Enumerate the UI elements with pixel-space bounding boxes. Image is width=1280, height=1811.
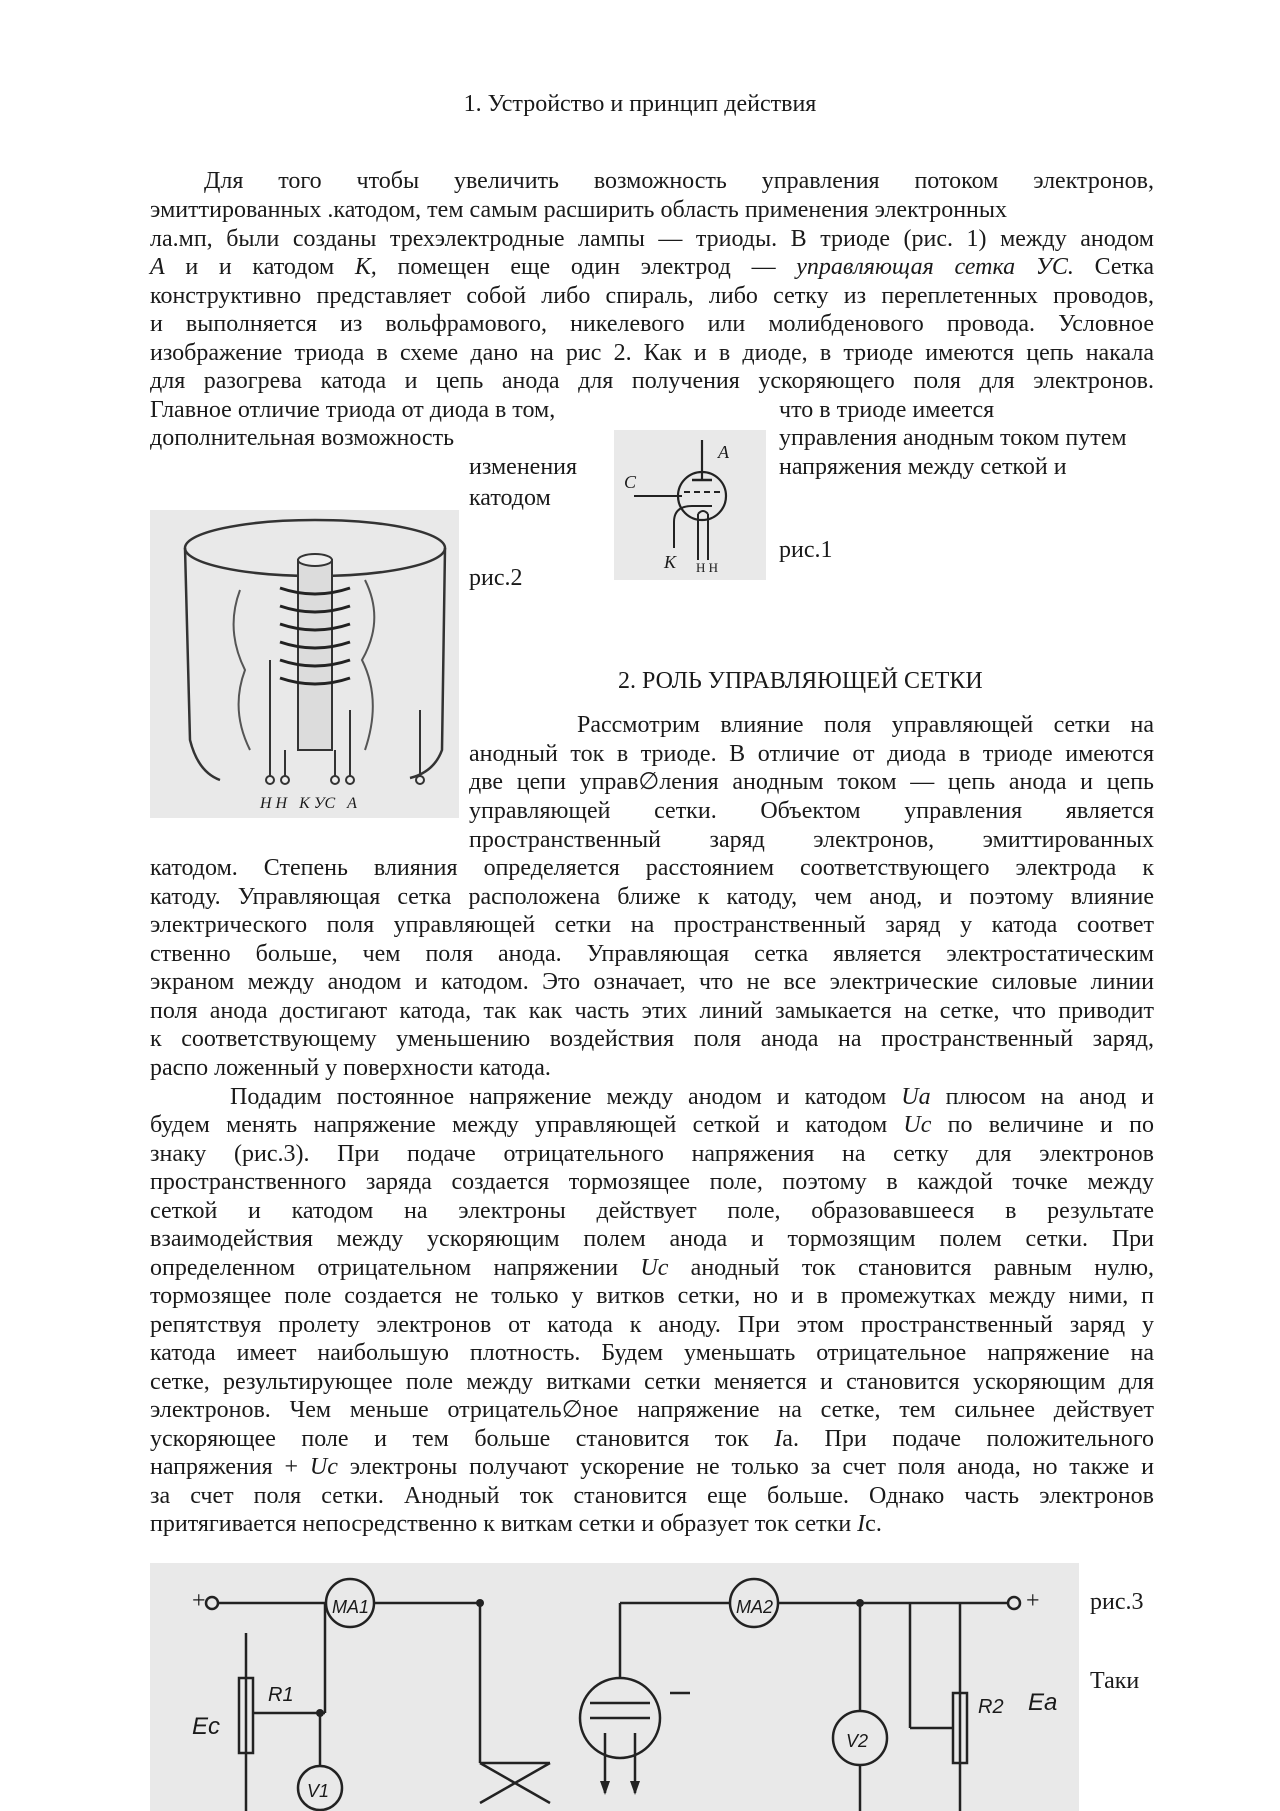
fig1-label-anode: А <box>718 442 729 462</box>
fig1-label-heater: Н Н <box>696 560 719 575</box>
fig2-terminal-labels: Н Н К УС А <box>260 795 357 812</box>
s2p2-line-9: репятствуя пролету электронов от катода к аноду. При этом пространственный заряд у <box>150 1312 1154 1338</box>
s2p2-line-10: катода имеет наибольшую плотность. Будем уменьшать отрицательное напряжение на <box>150 1340 1154 1366</box>
s2p2-text: a. При подаче положительного <box>782 1426 1154 1452</box>
s2-line-8: электрического поля управляющей сетки на пространственный заряд у катода соответ <box>150 912 1154 938</box>
figure-2-caption: рис.2 <box>469 565 523 591</box>
s1-line-5: конструктивно представляет собой либо спираль, либо сетку из переплетенных проводов, <box>150 283 1154 309</box>
fig3-label-ec: Ec <box>192 1713 221 1740</box>
figure-1-triode-symbol <box>614 430 766 580</box>
s2-line-4: управляющей сетки. Объектом управления является <box>469 798 1154 824</box>
s1-text: помещен еще один электрод — <box>376 254 797 280</box>
s2-line-9: ственно больше, чем поля анода. Управляющая сетка является электростатическим <box>150 941 1154 967</box>
s1-text: Сетка <box>1073 254 1154 280</box>
s2p2-line-3: знаку (рис.3). При подаче отрицательного напряжения на сетку для электронов <box>150 1141 1154 1167</box>
ia-symbol: I <box>774 1426 783 1452</box>
fig3-label-r1: R1 <box>268 1684 294 1706</box>
s2-line-2: анодный ток в триоде. В отличие от диода в триоде имеются <box>469 741 1154 767</box>
s2p2-line-6: взаимодействия между ускоряющим полем анода и тормозящим полем сетки. При <box>150 1226 1154 1252</box>
fig3-label-r2: R2 <box>978 1696 1004 1718</box>
s2p2-text: c. <box>865 1511 882 1537</box>
s2-line-13: распо ложенный у поверхности катода. <box>150 1055 551 1081</box>
s1-line-3: ла.мп, были созданы трехэлектродные лампы — триоды. В триоде (рис. 1) между анодом <box>150 226 1154 252</box>
fig3-label-plus-right: + <box>1026 1588 1040 1614</box>
section1-title: 1. Устройство и принцип действия <box>463 91 817 117</box>
s2p2-text: Подадим постоянное напряжение между анодом и катодом <box>230 1084 902 1110</box>
s1-line-10a: дополнительная возможность <box>150 425 455 451</box>
s1-line-6: и выполняется из вольфрамового, никелевого или молибденового провода. Условное <box>150 311 1154 337</box>
s2p2-text: будем менять напряжение между управляющей сеткой и катодом <box>150 1112 904 1138</box>
s2-line-12: к соответствующему уменьшению воздействия поля анода на пространственный заряд, <box>150 1026 1154 1052</box>
next-page-word: Таки <box>1090 1668 1140 1694</box>
s2-line-1: Рассмотрим влияние поля управляющей сетки на <box>577 712 1154 738</box>
uc-symbol: Uc <box>903 1112 932 1138</box>
s1-grid-term: управляющая сетка УС. <box>796 254 1074 280</box>
s2p2-line-8: тормозящее поле создается не только у витков сетки, но и в промежутках между ними, п <box>150 1283 1154 1309</box>
s2p2-line-4: пространственного заряда создается тормозящее поле, поэтому в каждой точке между <box>150 1169 1154 1195</box>
s2p2-line-12: электронов. Чем меньше отрицатель∅ное напряжение на сетке, тем сильнее действует <box>150 1397 1154 1423</box>
figure-3-caption: рис.3 <box>1090 1589 1144 1615</box>
s2p2-line-2 <box>150 1111 1154 1140</box>
uc-symbol: Uc <box>640 1255 669 1281</box>
s1-line-4 <box>150 253 1154 282</box>
s1-line-9a: Главное отличие триода от диода в том, <box>150 397 556 423</box>
fig3-label-v2: V2 <box>846 1731 869 1751</box>
s2p2-text: притягивается непосредственно к виткам сетки и образует ток сетки <box>150 1511 858 1537</box>
s2p2-text: электроны получают ускорение не только за счет поля анода, но также и <box>337 1454 1154 1480</box>
s2p2-text: напряжения + <box>150 1454 310 1480</box>
s1-line-11a: изменения <box>469 454 578 480</box>
figure-2-triode-construction <box>150 510 459 818</box>
ua-symbol: Ua <box>901 1084 931 1110</box>
s2p2-text: анодный ток становится равным нулю, <box>668 1255 1155 1281</box>
s1-anode-letter: А <box>150 254 165 280</box>
s2p2-line-11: сетке, результирующее поле между витками сетки меняется и становится ускоряющим для <box>150 1369 1154 1395</box>
fig3-label-ma2: MA2 <box>736 1597 774 1617</box>
s2p2-text: ускоряющее поле и тем больше становится ток <box>150 1426 775 1452</box>
s2p2-line-1 <box>150 1083 1154 1112</box>
s2p2-line-15: за счет поля сетки. Анодный ток становится еще больше. Однако часть электронов <box>150 1483 1154 1509</box>
s2p2-text: плюсом на анод и <box>930 1084 1154 1110</box>
uc-symbol: Uc <box>309 1454 338 1480</box>
s1-line-10b: управления анодным током путем <box>779 425 1127 451</box>
s2p2-line-14 <box>150 1453 1154 1482</box>
s2-line-3: две цепи управ∅ления анодным током — цепь анода и цепь <box>469 769 1154 795</box>
fig3-label-plus-left: + <box>192 1588 206 1614</box>
s2p2-text: определенном отрицательном напряжении <box>150 1255 641 1281</box>
s1-cathode-letter: К, <box>354 254 377 280</box>
s1-line-11b: напряжения между сеткой и <box>779 454 1067 480</box>
figure-1-caption: рис.1 <box>779 537 833 563</box>
fig3-label-ma1: MA1 <box>332 1597 370 1617</box>
figure-3-circuit <box>150 1563 1079 1811</box>
fig3-label-ea: Ea <box>1028 1689 1058 1716</box>
s1-line-7: изображение триода в схеме дано на рис 2. Как и в диоде, в триоде имеются цепь накала <box>150 340 1154 366</box>
s1-line-9b: что в триоде имеется <box>779 397 995 423</box>
s1-line-12a: катодом <box>469 485 551 511</box>
section2-title: 2. РОЛЬ УПРАВЛЯЮЩЕЙ СЕТКИ <box>618 668 983 694</box>
s2-line-10: экраном между анодом и катодом. Это означает, что не все электрические силовые линии <box>150 969 1154 995</box>
fig1-label-grid: С <box>624 472 637 492</box>
s2p2-line-13 <box>150 1425 1154 1454</box>
s2p2-line-7 <box>150 1254 1154 1283</box>
s2-line-11: поля анода достигают катода, так как часть этих линий замыкается на сетке, что приводит <box>150 998 1154 1024</box>
s1-line-8: для разогрева катода и цепь анода для получения ускоряющего поля для электронов. <box>150 368 1154 394</box>
s1-text: и и катодом <box>164 254 355 280</box>
fig3-label-v1: V1 <box>307 1781 330 1801</box>
s2p2-line-16 <box>150 1510 1154 1539</box>
s2p2-line-5: сеткой и катодом на электроны действует поле, образовавшееся в результате <box>150 1198 1154 1224</box>
s2p2-text: по величине и по <box>931 1112 1155 1138</box>
fig1-label-cathode: К <box>664 552 676 572</box>
s1-line-1: Для того чтобы увеличить возможность управления потоком электронов, <box>204 168 1154 194</box>
s1-line-2: эмиттированных .катодом, тем самым расширить область применения электронных <box>150 197 1008 223</box>
s2-line-7: катоду. Управляющая сетка расположена ближе к катоду, чем анод, и поэтому влияние <box>150 884 1154 910</box>
ic-symbol: I <box>857 1511 866 1537</box>
s2-line-5: пространственный заряд электронов, эмиттированных <box>469 827 1154 853</box>
s2-line-6: катодом. Степень влияния определяется расстоянием соответствующего электрода к <box>150 855 1154 881</box>
